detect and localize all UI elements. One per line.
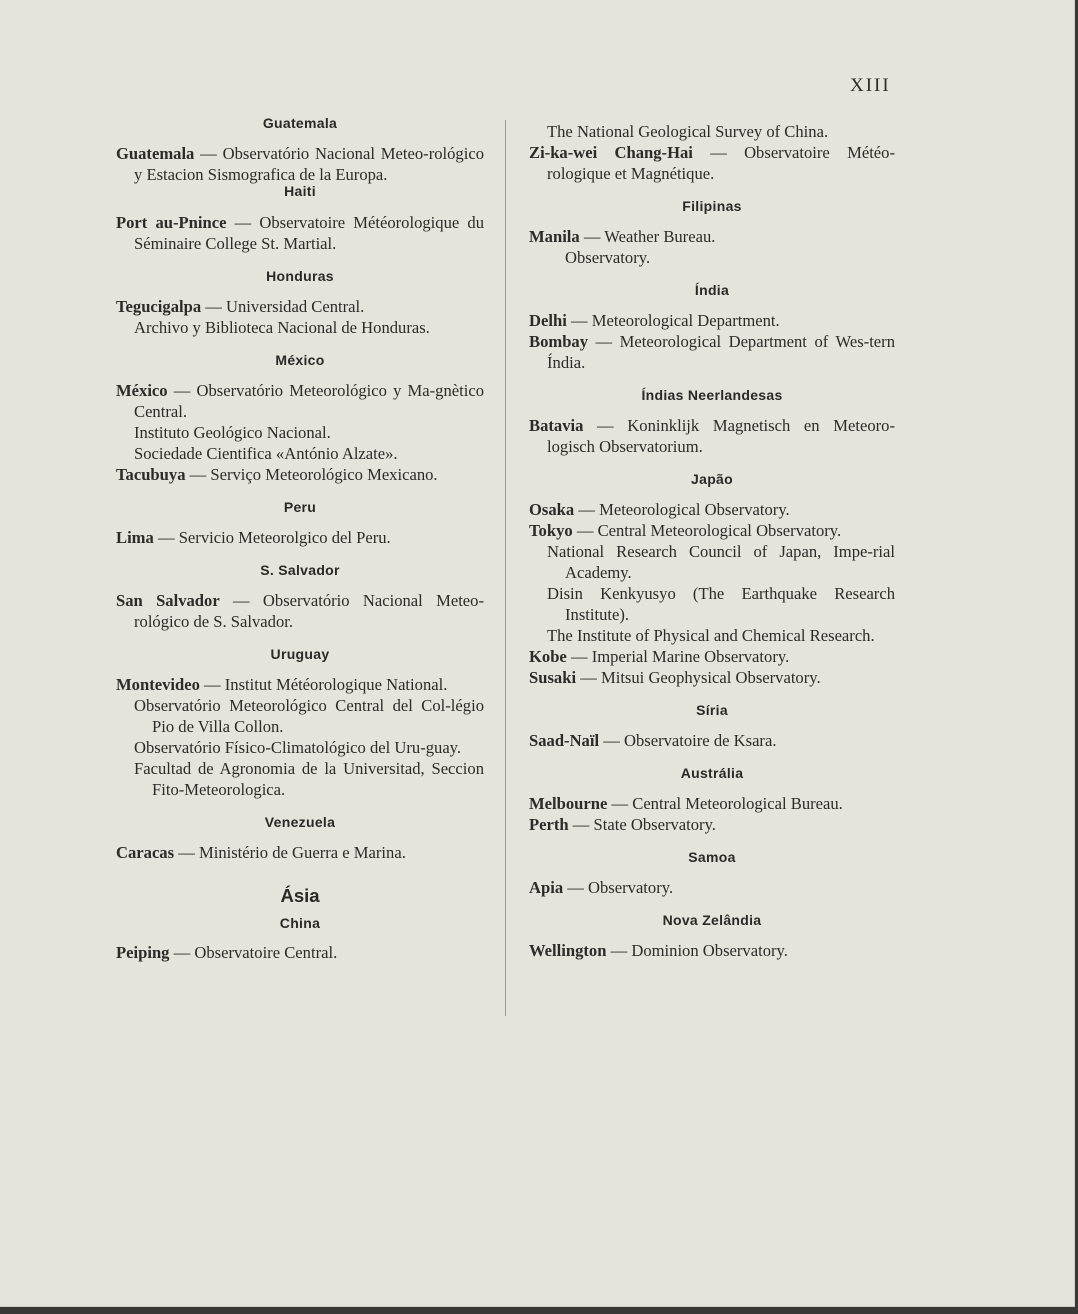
entry-susaki — [529, 667, 895, 688]
entry-peiping — [116, 942, 484, 963]
city-name: Perth — [529, 815, 569, 834]
entry-text: — Weather Bureau. — [579, 227, 716, 246]
city-name: Wellington — [529, 941, 607, 960]
entry-geological-survey-china: The National Geological Survey of China. — [547, 122, 829, 141]
entry-manila-observatory: Observatory. — [565, 248, 651, 267]
entry-observatorio-fisico: Observatório Físico-Climatológico del Uru-guay. — [134, 738, 462, 757]
heading-s-salvador: S. Salvador — [260, 562, 340, 578]
right-column — [529, 121, 895, 961]
heading-mexico: México — [275, 352, 325, 368]
entry-text: — Institut Météorologique National. — [199, 675, 448, 694]
entry-text: — Central Meteorological Bureau. — [607, 794, 843, 813]
heading-haiti: Haiti — [284, 183, 316, 199]
region-asia: Ásia — [280, 885, 320, 906]
entry-text: — Central Meteorological Observatory. — [572, 521, 842, 540]
entry-earthquake-research: Disin Kenkyusyo (The Earthquake Research Institute). — [547, 584, 895, 624]
entry-text: — Observatório Nacional Meteo-rológico y Estacion Sismografica de la Europa. — [134, 144, 484, 184]
entry-manila — [529, 226, 895, 247]
entry-text: — Serviço Meteorológico Mexicano. — [185, 465, 438, 484]
entry-text: — Dominion Observatory. — [606, 941, 788, 960]
entry-instituto-geologico: Instituto Geológico Nacional. — [134, 423, 331, 442]
entry-apia — [529, 877, 895, 898]
entry-zi-ka-wei — [529, 142, 895, 184]
heading-indias-neerlandesas: Índias Neerlandesas — [641, 387, 783, 403]
city-name: México — [116, 381, 168, 400]
entry-osaka — [529, 499, 895, 520]
entry-text: — Meteorological Department. — [566, 311, 780, 330]
entry-batavia — [529, 415, 895, 457]
heading-honduras: Honduras — [266, 268, 334, 284]
heading-venezuela: Venezuela — [264, 814, 336, 830]
entry-observatorio-villa-collon: Observatório Meteorológico Central del Col-légio Pio de Villa Collon. — [134, 696, 484, 736]
entry-montevideo — [116, 674, 484, 695]
city-name: Montevideo — [116, 675, 200, 694]
city-name: Batavia — [529, 416, 584, 435]
entry-wellington — [529, 940, 895, 961]
left-column — [116, 115, 484, 963]
city-name: Saad-Naïl — [529, 731, 600, 750]
entry-delhi — [529, 310, 895, 331]
city-name: San Salvador — [116, 591, 220, 610]
entry-text: — Observatory. — [563, 878, 674, 897]
city-name: Port au-Pnince — [116, 213, 227, 232]
entry-text: — Meteorological Observatory. — [574, 500, 790, 519]
heading-siria: Síria — [696, 702, 728, 718]
city-name: Susaki — [529, 668, 577, 687]
entry-perth — [529, 814, 895, 835]
entry-saad-nail — [529, 730, 895, 751]
heading-australia: Austrália — [680, 765, 744, 781]
city-name: Guatemala — [116, 144, 195, 163]
entry-text: — Servicio Meteorolgico del Peru. — [153, 528, 391, 547]
entry-caracas — [116, 842, 484, 863]
entry-lima — [116, 527, 484, 548]
city-name: Tokyo — [529, 521, 573, 540]
city-name: Caracas — [116, 843, 175, 862]
city-name: Kobe — [529, 647, 567, 666]
city-name: Peiping — [116, 943, 170, 962]
heading-filipinas: Filipinas — [682, 198, 742, 214]
entry-text: — Koninklijk Magnetisch en Meteoro-logisch Observatorium. — [547, 416, 895, 456]
heading-china: China — [279, 915, 321, 931]
entry-text: — Observatoire Central. — [169, 943, 338, 962]
entry-text: — Observatório Nacional Meteo-rológico de S. Salvador. — [134, 591, 484, 631]
city-name: Osaka — [529, 500, 575, 519]
city-name: Bombay — [529, 332, 589, 351]
city-name: Manila — [529, 227, 580, 246]
city-name: Tacubuya — [116, 465, 186, 484]
heading-uruguay: Uruguay — [270, 646, 330, 662]
entry-text: — Observatoire de Ksara. — [599, 731, 777, 750]
entry-archivo-honduras: Archivo y Biblioteca Nacional de Honduras. — [134, 318, 430, 337]
entry-text: — Imperial Marine Observatory. — [566, 647, 790, 666]
entry-guatemala — [116, 143, 484, 185]
city-name: Lima — [116, 528, 154, 547]
column-divider — [505, 120, 506, 1016]
heading-nova-zelandia: Nova Zelândia — [662, 912, 762, 928]
entry-national-research-council: National Research Council of Japan, Impe-rial Academy. — [547, 542, 895, 582]
city-name: Zi-ka-wei Chang-Hai — [529, 143, 693, 162]
entry-sociedade-alzate: Sociedade Cientifica «António Alzate». — [134, 444, 398, 463]
entry-tacubuya — [116, 464, 484, 485]
heading-samoa: Samoa — [688, 849, 736, 865]
page-number: XIII — [850, 75, 891, 96]
entry-tegucigalpa — [116, 296, 484, 317]
heading-peru: Peru — [283, 499, 317, 515]
entry-bombay — [529, 331, 895, 373]
entry-kobe — [529, 646, 895, 667]
heading-india: Índia — [694, 282, 730, 298]
entry-text: — Observatoire Météorologique du Séminaire College St. Martial. — [134, 213, 485, 253]
entry-mexico — [116, 380, 484, 422]
entry-text: — State Observatory. — [568, 815, 716, 834]
entry-text: — Universidad Central. — [201, 297, 365, 316]
entry-san-salvador — [116, 590, 484, 632]
entry-text: — Observatório Meteorológico y Ma-gnètico Central. — [134, 381, 484, 421]
entry-text: — Mitsui Geophysical Observatory. — [576, 668, 821, 687]
city-name: Delhi — [529, 311, 567, 330]
heading-guatemala: Guatemala — [262, 115, 338, 131]
city-name: Apia — [529, 878, 564, 897]
heading-japao: Japão — [691, 471, 733, 487]
city-name: Melbourne — [529, 794, 608, 813]
entry-facultad-agronomia: Facultad de Agronomia de la Universitad, Seccion Fito-Meteorologica. — [134, 759, 484, 799]
entry-text: — Ministério de Guerra e Marina. — [174, 843, 406, 862]
entry-port-au-prince — [116, 212, 484, 254]
entry-melbourne — [529, 793, 895, 814]
city-name: Tegucigalpa — [116, 297, 202, 316]
entry-text: — Meteorological Department of Wes-tern Índia. — [547, 332, 895, 372]
entry-text: — Observatoire Météo-rologique et Magnétique. — [547, 143, 895, 183]
entry-tokyo — [529, 520, 895, 541]
entry-physical-chemical-research: The Institute of Physical and Chemical Research. — [547, 626, 875, 645]
